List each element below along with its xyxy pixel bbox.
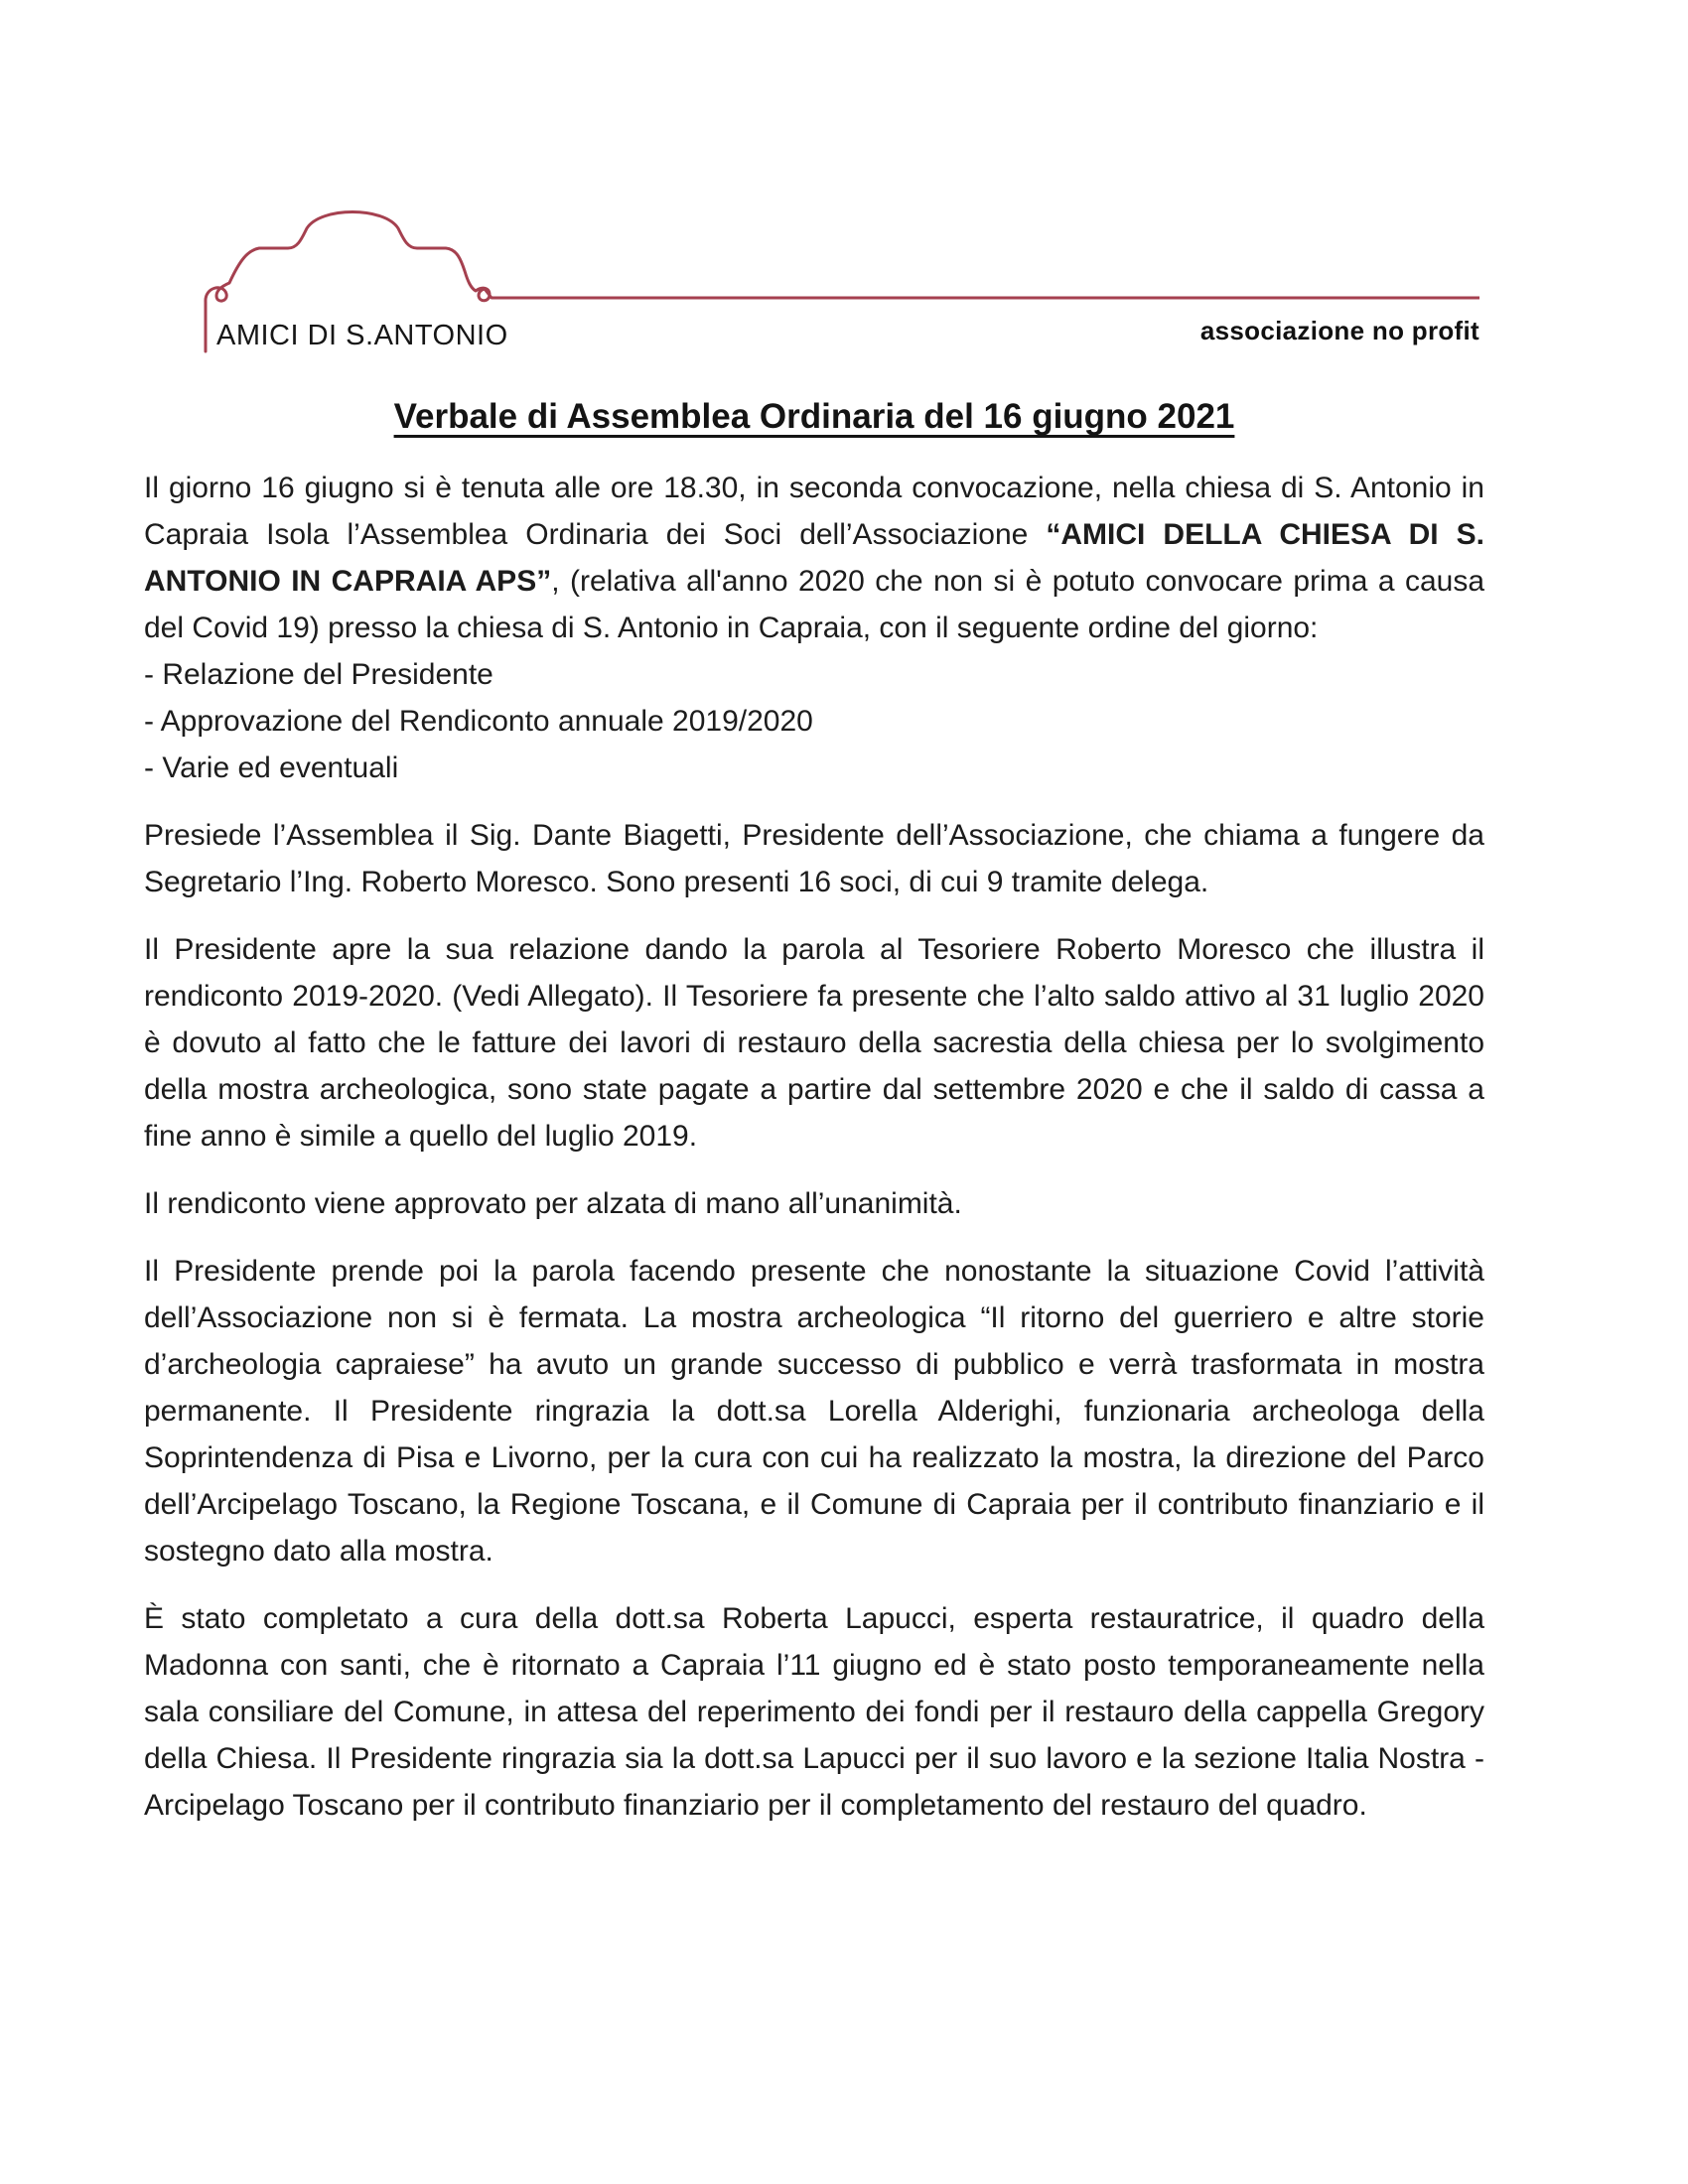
paragraph bbox=[144, 1248, 1484, 1574]
document-content bbox=[0, 395, 1688, 1849]
agenda-item: - Relazione del Presidente bbox=[144, 658, 493, 691]
paragraph bbox=[144, 926, 1484, 1160]
agenda-item: - Varie ed eventuali bbox=[144, 751, 399, 784]
org-name: AMICI DI S.ANTONIO bbox=[216, 320, 508, 351]
logo-tagline: associazione no profit bbox=[1199, 316, 1479, 345]
paragraph bbox=[144, 1595, 1484, 1829]
text-segment: Il rendiconto viene approvato per alzata di mano all’unanimità. bbox=[144, 1187, 962, 1220]
letterhead bbox=[0, 0, 1688, 367]
text-segment-bold: “AMICI DELLA CHIESA DI S. ANTONIO IN CAPRAIA APS” bbox=[144, 518, 1484, 598]
paragraph bbox=[144, 1180, 1484, 1227]
paragraph bbox=[144, 812, 1484, 905]
document-title: Verbale di Assemblea Ordinaria del 16 giugno 2021 bbox=[393, 397, 1235, 436]
paragraph bbox=[144, 465, 1484, 651]
text-segment: È stato completato a cura della dott.sa Roberta Lapucci, esperta restauratrice, il quadro della Madonna con santi, che è ritornato a Capraia l’11 giugno ed è stato posto temporaneamente nella sala consiliare del Comune, in attesa del reperimento dei fondi per il restauro della cappella Gregory della Chiesa. Il Presidente ringrazia sia la dott.sa Lapucci per il suo lavoro e la sezione Italia Nostra - Arcipelago Toscano per il contributo finanziario per il completamento del restauro del quadro. bbox=[144, 1602, 1484, 1822]
text-segment: Il Presidente prende poi la parola facendo presente che nonostante la situazione Covid l’attività dell’Associazione non si è fermata. La mostra archeologica “Il ritorno del guerriero e altre storie d’archeologia capraiese” ha avuto un grande successo di pubblico e verrà trasformata in mostra permanente. Il Presidente ringrazia la dott.sa Lorella Alderighi, funzionaria archeologa della Soprintendenza di Pisa e Livorno, per la cura con cui ha realizzato la mostra, la direzione del Parco dell’Arcipelago Toscano, la Regione Toscana, e il Comune di Capraia per il contributo finanziario e il sostegno dato alla mostra. bbox=[144, 1255, 1484, 1568]
agenda-item: - Approvazione del Rendiconto annuale 2019/2020 bbox=[144, 705, 813, 738]
document-body bbox=[144, 465, 1484, 1829]
agenda-list bbox=[144, 651, 1484, 791]
text-segment: Presiede l’Assemblea il Sig. Dante Biagetti, Presidente dell’Associazione, che chiama a fungere da Segretario l’Ing. Roberto Moresco. Sono presenti 16 soci, di cui 9 tramite delega. bbox=[144, 819, 1484, 898]
text-segment: , (relativa all'anno 2020 che non si è potuto convocare prima a causa del Covid 19) presso la chiesa di S. Antonio in Capraia, con il seguente ordine del giorno: bbox=[144, 565, 1485, 644]
text-segment: Il Presidente apre la sua relazione dando la parola al Tesoriere Roberto Moresco che illustra il rendiconto 2019-2020. (Vedi Allegato). Il Tesoriere fa presente che l’alto saldo attivo al 31 luglio 2020 è dovuto al fatto che le fatture dei lavori di restauro della sacrestia della chiesa per lo svolgimento della mostra archeologica, sono state pagate a partire dal settembre 2020 e che il saldo di cassa a fine anno è simile a quello del luglio 2019. bbox=[144, 933, 1484, 1153]
text-segment: Il giorno 16 giugno si è tenuta alle ore 18.30, in seconda convocazione, nella chiesa di S. Antonio in Capraia Isola l’Assemblea Ordinaria dei Soci dell’Associazione bbox=[144, 472, 1484, 551]
